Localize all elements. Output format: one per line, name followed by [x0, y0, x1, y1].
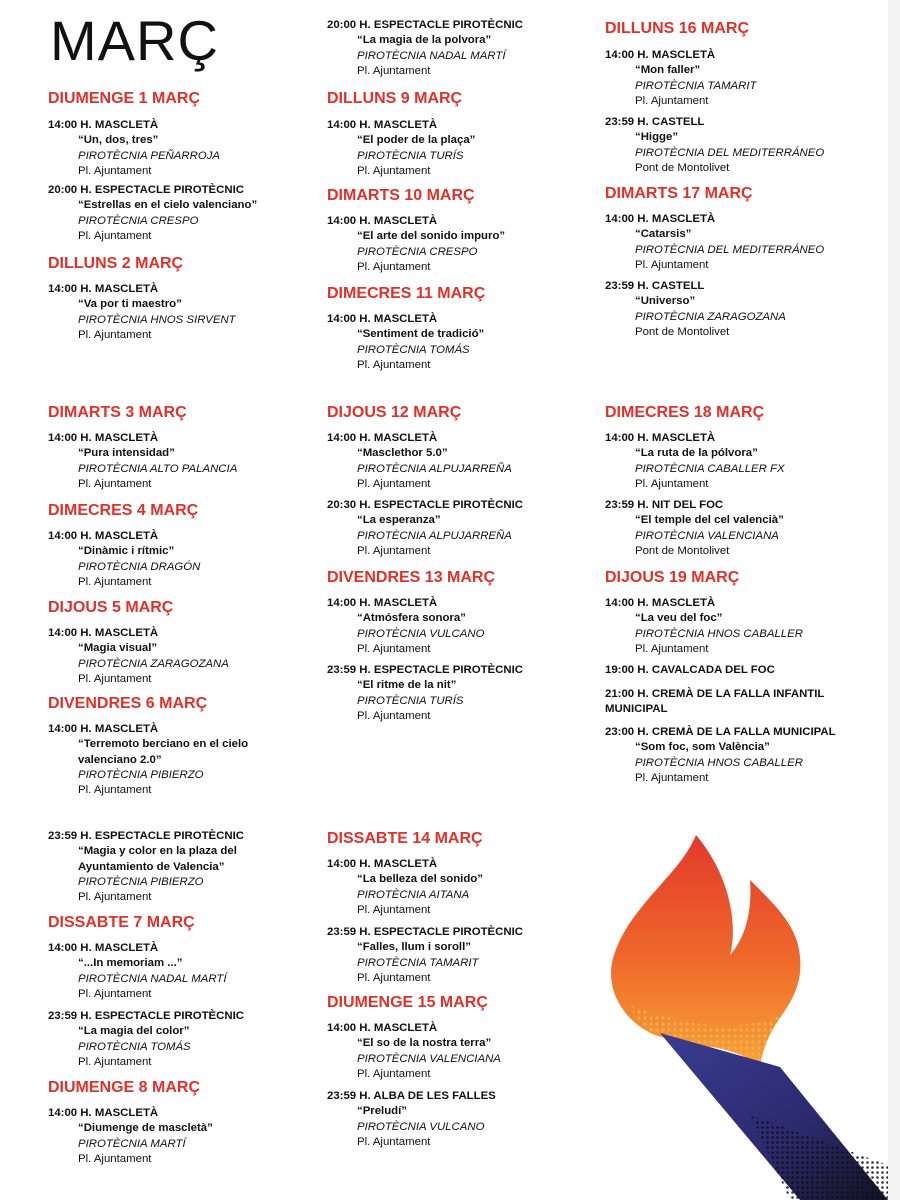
event-location: Pl. Ajuntament: [78, 784, 152, 797]
event-time-type: 19:00 H. CAVALCADA DEL FOC: [605, 664, 775, 676]
event-time-type: 14:00 H. MASCLETÀ: [327, 432, 438, 444]
event-time-type: 14:00 H. MASCLETÀ: [605, 432, 716, 444]
event-title: “Dinàmic i rítmic”: [78, 545, 175, 558]
event-time-type: 14:00 H. MASCLETÀ: [48, 627, 159, 639]
event-entry: [327, 925, 602, 986]
event-pyrotechnics: PIROTÈCNIA NADAL MARTÍ: [357, 49, 506, 62]
event-entry: [48, 183, 323, 244]
event-time-type: 20:00 H. ESPECTACLE PIROTÈCNIC: [327, 19, 523, 31]
event-location: Pont de Montolivet: [635, 325, 730, 338]
event-location: Pl. Ajuntament: [78, 672, 152, 685]
day-heading: DIJOUS 12 MARÇ: [327, 404, 462, 421]
event-title: “Magia y color en la plaza del Ayuntamiento de Valencia”: [78, 845, 237, 873]
event-entry: [48, 1106, 323, 1167]
event-pyrotechnics: PIROTÈCNIA HNOS CABALLER: [635, 756, 803, 769]
event-time-type: 14:00 H. MASCLETÀ: [48, 432, 159, 444]
event-pyrotechnics: PIROTÈCNIA CRESPO: [357, 245, 478, 258]
event-title: “El ritme de la nit”: [357, 679, 457, 692]
event-time-type: 14:00 H. MASCLETÀ: [48, 942, 159, 954]
event-time-type: 14:00 H. MASCLETÀ: [605, 213, 716, 225]
event-entry: [605, 48, 880, 109]
page-title: MARÇ: [50, 9, 219, 72]
day-heading: DIJOUS 19 MARÇ: [605, 569, 740, 586]
event-time-type: 14:00 H. MASCLETÀ: [327, 1022, 438, 1034]
event-title: “Estrellas en el cielo valenciano”: [78, 199, 258, 212]
event-location: Pl. Ajuntament: [78, 477, 152, 490]
event-entry: [605, 279, 880, 340]
event-pyrotechnics: PIROTÈCNIA DRAGÓN: [78, 560, 201, 573]
event-title: “Un, dos, tres”: [78, 134, 159, 147]
event-entry: [48, 118, 323, 179]
event-pyrotechnics: PIROTÈCNIA ZARAGOZANA: [78, 657, 229, 670]
event-entry: [327, 596, 602, 657]
event-entry: [605, 212, 880, 273]
event-location: Pl. Ajuntament: [78, 891, 152, 904]
day-heading: DIMARTS 17 MARÇ: [605, 185, 753, 202]
event-time-type: 23:59 H. NIT DEL FOC: [605, 499, 724, 511]
event-entry: [48, 431, 323, 492]
event-location: Pl. Ajuntament: [357, 971, 431, 984]
event-location: Pl. Ajuntament: [357, 164, 431, 177]
event-title: “El arte del sonido impuro”: [357, 230, 506, 243]
event-entry: [327, 1021, 602, 1082]
event-entry: [605, 498, 880, 559]
event-location: Pl. Ajuntament: [78, 229, 152, 242]
event-title: “Falles, llum i soroll”: [357, 941, 471, 954]
event-title: “La ruta de la pólvora”: [635, 447, 758, 460]
event-time-type: 23:59 H. ESPECTACLE PIROTÈCNIC: [48, 830, 244, 842]
event-title: “Terremoto berciano en el cielo valenciano 2.0”: [78, 738, 249, 766]
event-entry: [605, 687, 880, 718]
event-title: “Masclethor 5.0”: [357, 447, 448, 460]
event-pyrotechnics: PIROTÈCNIA VALENCIANA: [357, 1052, 501, 1065]
flame-torch-illustration: [600, 835, 888, 1200]
event-title: “Som foc, som València”: [635, 741, 770, 754]
day-heading: DISSABTE 14 MARÇ: [327, 830, 483, 847]
event-title: “Magia visual”: [78, 642, 158, 655]
event-pyrotechnics: PIROTÈCNIA VULCANO: [357, 627, 485, 640]
event-title: “Higge”: [635, 131, 679, 144]
event-location: Pl. Ajuntament: [357, 477, 431, 490]
event-time-type: 20:00 H. ESPECTACLE PIROTÈCNIC: [48, 184, 244, 196]
day-heading: DIMARTS 3 MARÇ: [48, 404, 187, 421]
event-entry: [605, 431, 880, 492]
event-location: Pl. Ajuntament: [357, 1067, 431, 1080]
day-heading: DISSABTE 7 MARÇ: [48, 914, 195, 931]
event-pyrotechnics: PIROTÈCNIA ZARAGOZANA: [635, 310, 786, 323]
event-entry: [48, 1009, 323, 1070]
day-heading: DIMECRES 11 MARÇ: [327, 285, 486, 302]
event-time-type: 14:00 H. MASCLETÀ: [48, 119, 159, 131]
event-pyrotechnics: PIROTÈCNIA CRESPO: [78, 214, 199, 227]
event-entry: [327, 214, 602, 275]
day-heading: DIVENDRES 13 MARÇ: [327, 569, 496, 586]
event-pyrotechnics: PIROTÈCNIA VULCANO: [357, 1120, 485, 1133]
event-entry: [605, 725, 880, 786]
event-title: “La veu del foc”: [635, 612, 723, 625]
event-pyrotechnics: PIROTÈCNIA ALTO PALANCIA: [78, 462, 238, 475]
event-pyrotechnics: PIROTÈCNIA TAMARIT: [357, 956, 479, 969]
event-title: “...In memoriam ...”: [78, 957, 183, 970]
day-heading: DIMARTS 10 MARÇ: [327, 187, 475, 204]
event-location: Pl. Ajuntament: [357, 260, 431, 273]
event-title: “El poder de la plaça”: [357, 134, 476, 147]
event-entry: [327, 1089, 602, 1150]
event-title: “Catarsis”: [635, 228, 692, 241]
event-title: “La esperanza”: [357, 514, 441, 527]
event-location: Pl. Ajuntament: [635, 258, 709, 271]
event-title: “Pura intensidad”: [78, 447, 175, 460]
event-location: Pl. Ajuntament: [357, 1135, 431, 1148]
event-entry: [605, 596, 880, 657]
event-location: Pl. Ajuntament: [78, 1152, 152, 1165]
event-location: Pl. Ajuntament: [78, 575, 152, 588]
event-pyrotechnics: PIROTÈCNIA PIBIERZO: [78, 875, 204, 888]
event-pyrotechnics: PIROTÈCNIA TOMÁS: [78, 1040, 191, 1053]
event-title: “Universo”: [635, 295, 696, 308]
event-time-type: 14:00 H. MASCLETÀ: [327, 313, 438, 325]
event-entry: [48, 626, 323, 687]
event-pyrotechnics: PIROTÈCNIA AITANA: [357, 888, 470, 901]
day-heading: DIVENDRES 6 MARÇ: [48, 695, 208, 712]
event-location: Pl. Ajuntament: [635, 771, 709, 784]
event-time-type: 23:00 H. CREMÀ DE LA FALLA MUNICIPAL: [605, 726, 836, 738]
day-heading: DIUMENGE 8 MARÇ: [48, 1079, 201, 1096]
event-location: Pl. Ajuntament: [78, 1055, 152, 1068]
event-location: Pl. Ajuntament: [78, 164, 152, 177]
event-time-type: 14:00 H. MASCLETÀ: [327, 215, 438, 227]
event-pyrotechnics: PIROTÈCNIA NADAL MARTÍ: [78, 972, 227, 985]
event-time-type: 14:00 H. MASCLETÀ: [48, 723, 159, 735]
event-pyrotechnics: PIROTÈCNIA DEL MEDITERRÁNEO: [635, 146, 825, 159]
event-time-type: 14:00 H. MASCLETÀ: [327, 858, 438, 870]
event-pyrotechnics: PIROTÈCNIA TURÍS: [357, 149, 464, 162]
event-location: Pont de Montolivet: [635, 161, 730, 174]
day-heading: DIMECRES 4 MARÇ: [48, 502, 199, 519]
event-title: “El temple del cel valencià”: [635, 514, 784, 527]
event-time-type: 14:00 H. MASCLETÀ: [327, 119, 438, 131]
day-heading: DIUMENGE 15 MARÇ: [327, 994, 488, 1011]
event-location: Pont de Montolivet: [635, 544, 730, 557]
event-entry: [327, 118, 602, 179]
event-location: Pl. Ajuntament: [635, 94, 709, 107]
event-location: Pl. Ajuntament: [357, 903, 431, 916]
event-time-type: 23:59 H. CASTELL: [605, 116, 705, 128]
event-location: Pl. Ajuntament: [635, 642, 709, 655]
event-title: “Preludí”: [357, 1105, 408, 1118]
event-time-type: 14:00 H. MASCLETÀ: [327, 597, 438, 609]
event-title: “El so de la nostra terra”: [357, 1037, 492, 1050]
event-location: Pl. Ajuntament: [635, 477, 709, 490]
event-entry: [327, 431, 602, 492]
event-entry: [48, 722, 323, 798]
event-pyrotechnics: PIROTÈCNIA HNOS SIRVENT: [78, 313, 236, 326]
event-time-type: 14:00 H. MASCLETÀ: [48, 1107, 159, 1119]
event-entry: [48, 282, 323, 343]
event-entry: [327, 857, 602, 918]
event-time-type: 23:59 H. ESPECTACLE PIROTÈCNIC: [327, 926, 523, 938]
event-location: Pl. Ajuntament: [357, 642, 431, 655]
event-title: “Diumenge de mascletà”: [78, 1122, 213, 1135]
event-time-type: 14:00 H. MASCLETÀ: [605, 49, 716, 61]
event-pyrotechnics: PIROTÈCNIA CABALLER FX: [635, 462, 785, 475]
event-time-type: 23:59 H. CASTELL: [605, 280, 705, 292]
day-heading: DILLUNS 2 MARÇ: [48, 255, 184, 272]
event-entry: [48, 829, 323, 905]
event-time-type: 20:30 H. ESPECTACLE PIROTÈCNIC: [327, 499, 523, 511]
event-pyrotechnics: PIROTÈCNIA TAMARIT: [635, 79, 757, 92]
event-location: Pl. Ajuntament: [357, 709, 431, 722]
event-pyrotechnics: PIROTÈCNIA ALPUJARREÑA: [357, 529, 512, 542]
event-time-type: 23:59 H. ESPECTACLE PIROTÈCNIC: [327, 664, 523, 676]
event-time-type: 21:00 H. CREMÀ DE LA FALLA INFANTIL MUNICIPAL: [605, 688, 825, 716]
event-pyrotechnics: PIROTÈCNIA ALPUJARREÑA: [357, 462, 512, 475]
event-location: Pl. Ajuntament: [357, 64, 431, 77]
event-entry: [48, 941, 323, 1002]
event-location: Pl. Ajuntament: [78, 987, 152, 1000]
event-pyrotechnics: PIROTÈCNIA DEL MEDITERRÁNEO: [635, 243, 825, 256]
event-pyrotechnics: PIROTÈCNIA PIBIERZO: [78, 768, 204, 781]
event-location: Pl. Ajuntament: [357, 544, 431, 557]
event-pyrotechnics: PIROTÈCNIA PEÑARROJA: [78, 149, 220, 162]
event-entry: [605, 115, 880, 176]
event-title: “Va por ti maestro”: [78, 298, 182, 311]
event-pyrotechnics: PIROTÈCNIA MARTÍ: [78, 1137, 186, 1150]
event-location: Pl. Ajuntament: [357, 358, 431, 371]
event-entry: [48, 529, 323, 590]
day-heading: DIMECRES 18 MARÇ: [605, 404, 765, 421]
event-pyrotechnics: PIROTÈCNIA HNOS CABALLER: [635, 627, 803, 640]
event-title: “La magia de la polvora”: [357, 34, 492, 47]
event-entry: [327, 312, 602, 373]
event-entry: [327, 498, 602, 559]
event-time-type: 23:59 H. ALBA DE LES FALLES: [327, 1090, 496, 1102]
event-pyrotechnics: PIROTÈCNIA VALENCIANA: [635, 529, 779, 542]
event-entry: [605, 663, 880, 678]
day-heading: DILLUNS 9 MARÇ: [327, 90, 463, 107]
event-time-type: 14:00 H. MASCLETÀ: [605, 597, 716, 609]
day-heading: DILLUNS 16 MARÇ: [605, 20, 750, 37]
event-entry: [327, 18, 602, 79]
event-location: Pl. Ajuntament: [78, 328, 152, 341]
event-title: “La magia del color”: [78, 1025, 190, 1038]
day-heading: DIJOUS 5 MARÇ: [48, 599, 174, 616]
flame-icon: [611, 835, 800, 1067]
torch-handle-icon: [660, 1033, 888, 1200]
day-heading: DIUMENGE 1 MARÇ: [48, 90, 201, 107]
event-title: “Sentiment de tradició”: [357, 328, 485, 341]
event-time-type: 14:00 H. MASCLETÀ: [48, 530, 159, 542]
event-title: “La belleza del sonido”: [357, 873, 483, 886]
event-title: “Atmósfera sonora”: [357, 612, 466, 625]
event-entry: [327, 663, 602, 724]
event-pyrotechnics: PIROTÈCNIA TOMÁS: [357, 343, 470, 356]
event-time-type: 23:59 H. ESPECTACLE PIROTÈCNIC: [48, 1010, 244, 1022]
event-title: “Mon faller”: [635, 64, 701, 77]
event-pyrotechnics: PIROTÈCNIA TURÍS: [357, 694, 464, 707]
event-time-type: 14:00 H. MASCLETÀ: [48, 283, 159, 295]
